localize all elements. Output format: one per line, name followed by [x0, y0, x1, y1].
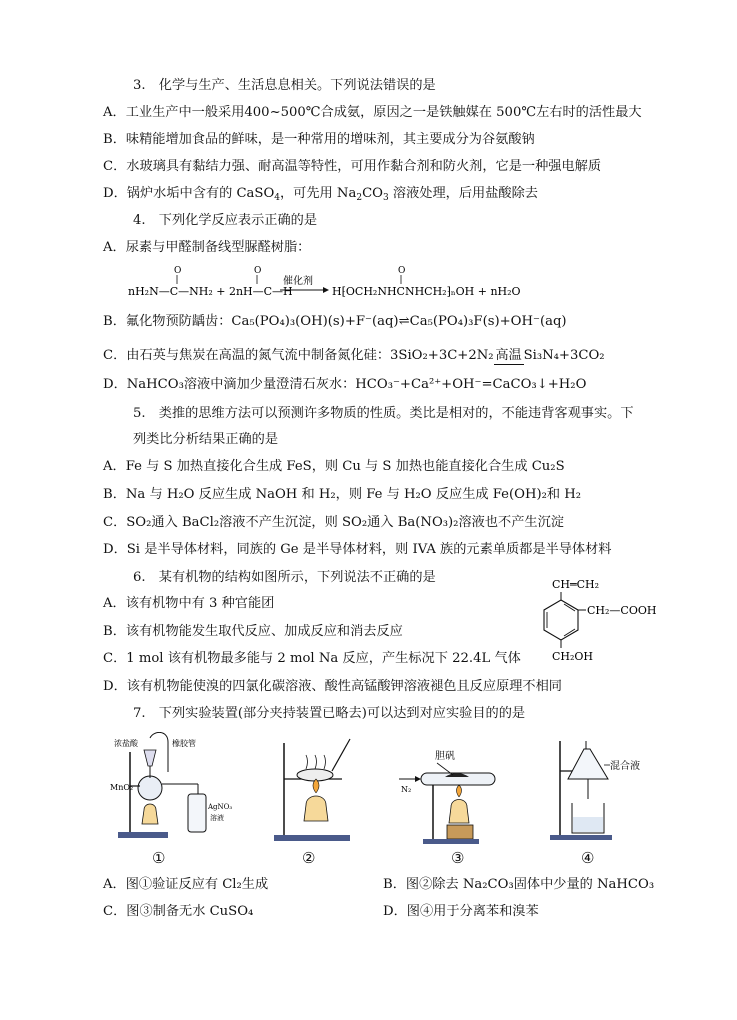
organic-structure-diagram — [530, 572, 665, 667]
apparatus-figure-4 — [548, 735, 668, 845]
q3-option-b: B．味精能增加食品的鲜味，是一种常用的增味剂，其主要成分为谷氨酸钠 — [103, 132, 535, 147]
q7-option-b: B．图②除去 Na₂CO₃固体中少量的 NaHCO₃ — [383, 877, 655, 892]
svg-text:MnO₂: MnO₂ — [110, 783, 134, 792]
q5-option-c: C．SO₂通入 BaCl₂溶液不产生沉淀，则 SO₂通入 Ba(NO₃)₂溶液也不产生沉淀 — [103, 515, 564, 530]
urea-formaldehyde-equation — [128, 262, 528, 302]
svg-text:O: O — [398, 266, 406, 276]
q4-option-b: B．氟化物预防龋齿：Ca₅(PO₄)₃(OH)(s)+F⁻(aq)⇌Ca₅(PO₄)₃F(s)+OH⁻(aq) — [103, 314, 567, 329]
q7-stem: 7. 下列实验装置(部分夹持装置已略去)可以达到对应实验目的的是 — [133, 706, 526, 721]
q6-option-a: A．该有机物中有 3 种官能团 — [103, 596, 275, 611]
q6-stem: 6. 某有机物的结构如图所示，下列说法不正确的是 — [133, 570, 436, 585]
q4-stem: 4. 下列化学反应表示正确的是 — [133, 213, 318, 228]
q5-stem-line1: 5. 类推的思维方法可以预测许多物质的性质。类比是相对的，不能违背客观事实。下 — [133, 406, 634, 421]
q6-option-d: D．该有机物能使溴的四氯化碳溶液、酸性高锰酸钾溶液褪色且反应原理不相同 — [103, 679, 562, 694]
figure-number-2: ② — [302, 849, 316, 867]
svg-text:O: O — [174, 266, 182, 276]
q3-stem: 3. 化学与生产、生活息息相关。下列说法错误的是 — [133, 78, 436, 93]
figure-number-1: ① — [152, 849, 166, 867]
q7-option-c: C．图③制备无水 CuSO₄ — [103, 904, 254, 919]
svg-text:浓盐酸: 浓盐酸 — [114, 739, 138, 748]
svg-text:O: O — [254, 266, 262, 276]
q7-option-d: D．图④用于分离苯和溴苯 — [383, 904, 539, 919]
eq-right: H⁅OCH₂NHCNHCH₂⁆ₙOH + nH₂O — [332, 285, 521, 298]
apparatus-figure-2 — [270, 735, 360, 845]
figure-number-4: ④ — [581, 849, 595, 867]
q4-option-c: C．由石英与焦炭在高温的氮气流中制备氮化硅：3SiO₂+3C+2N₂ 高温 Si₃N₄+3CO₂ — [103, 348, 605, 363]
apparatus-figure-3 — [395, 747, 505, 847]
q6-option-b: B．该有机物能发生取代反应、加成反应和消去反应 — [103, 624, 403, 639]
q5-stem-line2: 列类比分析结果正确的是 — [133, 432, 279, 447]
high-temp-condition: 高温 — [495, 348, 522, 363]
q5-option-b: B．Na 与 H₂O 反应生成 NaOH 和 H₂，则 Fe 与 H₂O 反应生成 Fe(OH)₂和 H₂ — [103, 487, 582, 502]
svg-text:N₂: N₂ — [401, 785, 412, 794]
q3-option-c: C．水玻璃具有黏结力强、耐高温等特性，可用作黏合剂和防火剂，它是一种强电解质 — [103, 159, 602, 174]
figure-number-3: ③ — [451, 849, 465, 867]
hydroxymethyl-group: CH₂OH — [552, 650, 594, 663]
eq-left: nH₂N—C—NH₂ + 2nH—C—H — [128, 285, 293, 298]
q7-option-a: A．图①验证反应有 Cl₂生成 — [103, 877, 269, 892]
acetic-acid-group: CH₂—COOH — [587, 604, 657, 617]
svg-text:溶液: 溶液 — [210, 814, 224, 822]
q3-option-d: D．锅炉水垢中含有的 CaSO$_4$，可先用 $Na_2CO_3$ 溶液处理，后用盐酸除去 — [103, 186, 538, 203]
svg-text:橡胶管: 橡胶管 — [172, 739, 196, 748]
svg-text:AgNO₃: AgNO₃ — [208, 803, 233, 811]
q4-option-d: D．NaHCO₃溶液中滴加少量澄清石灰水：HCO₃⁻+Ca²⁺+OH⁻=CaCO₃↓+H₂O — [103, 377, 587, 392]
catalyst-label: 催化剂 — [283, 276, 313, 287]
q4-option-a: A．尿素与甲醛制备线型脲醛树脂： — [103, 240, 311, 255]
q5-option-a: A．Fe 与 S 加热直接化合生成 FeS，则 Cu 与 S 加热也能直接化合生成 Cu₂S — [103, 459, 565, 474]
q3-option-a: A．工业生产中一般采用400~500℃合成氨，原因之一是铁触媒在 500℃左右时的活性最大 — [103, 105, 642, 120]
q6-option-c: C．1 mol 该有机物最多能与 2 mol Na 反应，产生标况下 22.4L 气体 — [103, 651, 521, 666]
q5-option-d: D．Si 是半导体材料，同族的 Ge 是半导体材料，则 IVA 族的元素单质都是半导体材料 — [103, 542, 612, 557]
vinyl-group: CH═CH₂ — [552, 578, 600, 591]
svg-text:胆矾: 胆矾 — [435, 751, 455, 762]
apparatus-figure-1 — [110, 732, 245, 842]
svg-text:混合液: 混合液 — [610, 761, 640, 772]
